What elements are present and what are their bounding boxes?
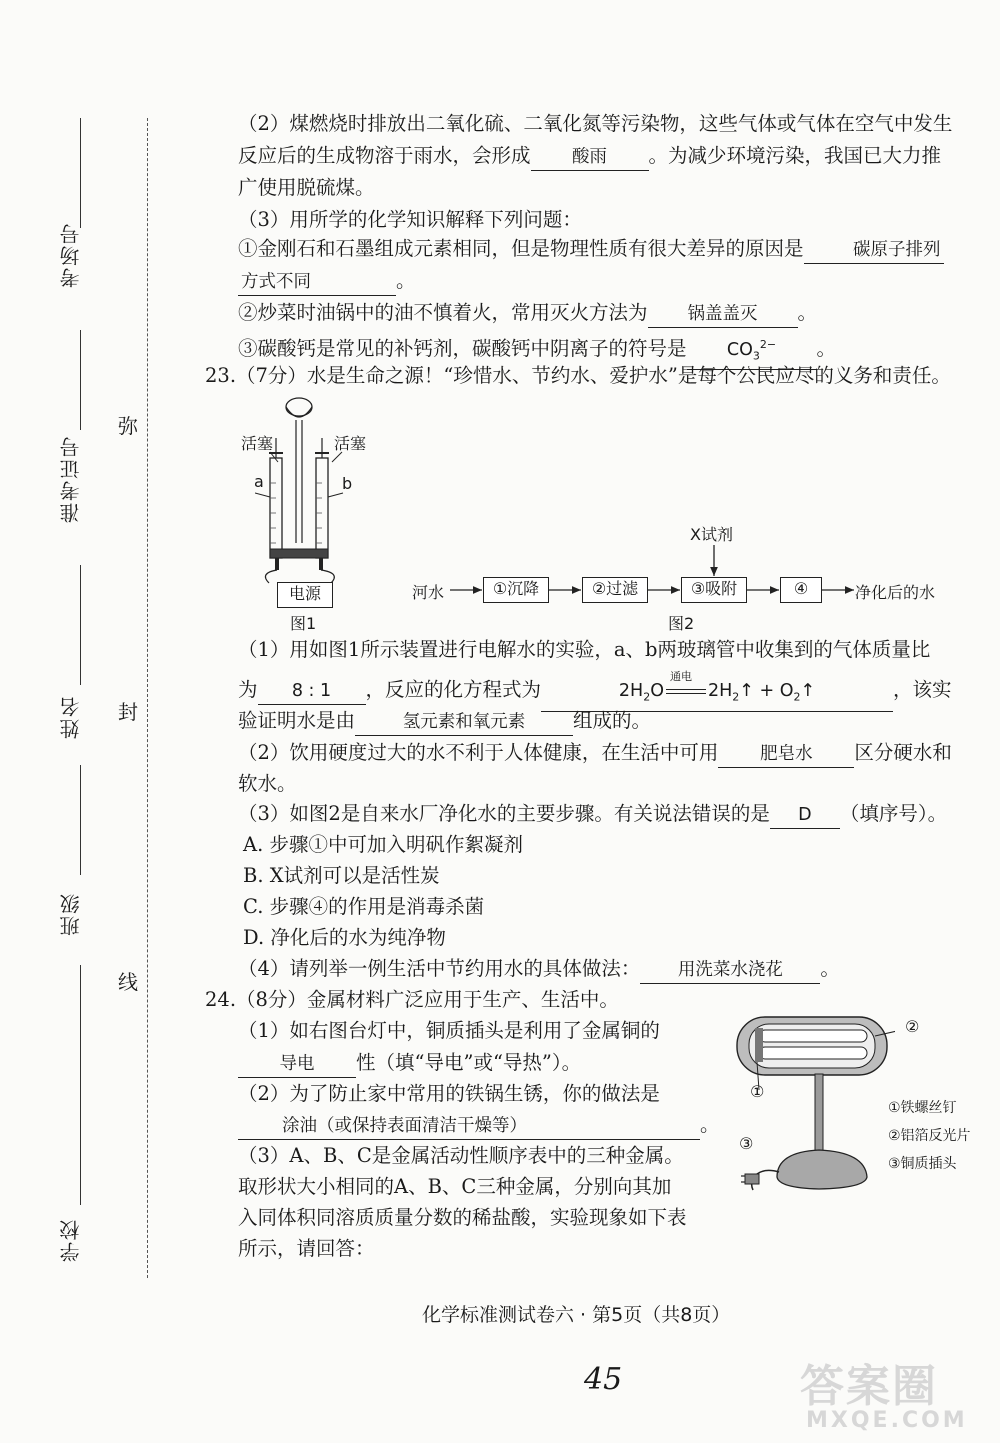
- step-sedimentation: ①沉降: [483, 577, 549, 603]
- figure-2-caption: 图2: [668, 614, 695, 633]
- q22-text: [238, 300, 817, 328]
- q23-text: （1）用如图1所示装置进行电解水的实验，a、b两玻璃管中收集到的气体质量比: [238, 638, 931, 661]
- name-label: 姓名: [59, 695, 83, 739]
- watermark-url: MXQE.COM: [806, 1408, 968, 1433]
- x-reagent-label: X试剂: [690, 525, 733, 544]
- lamp-legend-2: ②铝箔反光片: [888, 1128, 971, 1144]
- formula: ↑: [800, 681, 816, 701]
- school-label: 学校: [59, 1218, 83, 1262]
- flow-arrows: [446, 541, 866, 601]
- formula: 2H: [707, 681, 733, 701]
- q24-text: （2）为了防止家中常用的铁锅生锈，你的做法是: [238, 1082, 660, 1105]
- text: 。: [816, 336, 837, 360]
- text: 。: [797, 301, 818, 324]
- q23-text: 软水。: [238, 772, 297, 795]
- option-c: C. 步骤④的作用是消毒杀菌: [243, 895, 485, 918]
- admission-number-label: 准考证号: [59, 435, 83, 523]
- tube-b-label: b: [342, 474, 353, 493]
- answer-blank: [640, 956, 820, 984]
- class-label: 班级: [59, 892, 83, 936]
- q23-text: [238, 956, 840, 984]
- answer-text: 酸雨: [572, 147, 608, 167]
- tube-a-label: a: [254, 472, 264, 491]
- handwritten-page-number: 45: [584, 1362, 623, 1397]
- answer-blank: [531, 143, 649, 171]
- text: 反应后的生成物溶于雨水，会形成: [238, 144, 531, 167]
- text: 。: [700, 1113, 720, 1136]
- q24-title: 24.（8分）金属材料广泛应用于生产、生活中。: [205, 988, 619, 1011]
- lamp-marker-2: ②: [905, 1017, 920, 1036]
- option-b: B. X试剂可以是活性炭: [243, 864, 440, 887]
- q24-text: （3）A、B、C是金属活动性顺序表中的三种金属。: [238, 1144, 684, 1167]
- page-footer: 化学标准测试卷六 · 第5页（共8页）: [422, 1304, 731, 1326]
- q23-text: [238, 708, 651, 736]
- lamp-marker-3: ③: [739, 1134, 754, 1153]
- lamp-legend-3: ③铜质插头: [888, 1156, 957, 1172]
- stopcock-pointer: [262, 450, 352, 470]
- q22-text: [238, 236, 944, 264]
- formula: ↑ + O: [739, 681, 794, 701]
- answer-blank: [258, 677, 366, 705]
- answer-text: [724, 338, 779, 363]
- condition-text: 通电: [669, 670, 692, 683]
- answer-blank: [804, 236, 944, 264]
- answer-text: 氢元素和氧元素: [402, 712, 526, 732]
- text: 性（填“导电”或“导热”）。: [356, 1051, 582, 1074]
- equation-blank: [541, 670, 893, 712]
- answer-text: D: [798, 805, 812, 825]
- rule-line: [80, 118, 81, 228]
- text: ，反应的化方程式为: [365, 678, 542, 701]
- figure-1-caption: 图1: [290, 614, 317, 633]
- rule-line: [80, 565, 81, 685]
- exam-room-label: 考场号: [59, 222, 83, 288]
- lamp-marker-1: ①: [750, 1082, 765, 1101]
- text: 。: [820, 957, 840, 980]
- answer-blank: [648, 300, 798, 328]
- q23-text: [238, 801, 947, 829]
- watermark-logo-text: 答案圈: [800, 1361, 938, 1412]
- subscript: 3: [752, 349, 760, 363]
- text: （填序号）。: [839, 802, 948, 825]
- desk-lamp-drawing: [735, 1012, 895, 1202]
- text: （3）如图2是自来水厂净化水的主要步骤。有关说法错误的是: [238, 802, 770, 825]
- equation: [616, 670, 818, 704]
- electrolysis-apparatus: [255, 393, 365, 611]
- text: 。: [396, 269, 416, 292]
- text: 验证明水是由: [238, 709, 356, 732]
- q23-text: [238, 740, 952, 768]
- reaction-condition: [664, 670, 708, 704]
- subscript: 2: [732, 690, 740, 704]
- seal-dashed-line: [147, 118, 148, 1278]
- answer-blank: [718, 740, 854, 768]
- subscript: 2: [643, 690, 651, 704]
- answer-text: 涂油（或保持表面清洁干燥等）: [282, 1116, 527, 1136]
- text: 。为减少环境污染，我国已大力推: [648, 144, 942, 167]
- q24-text: 所示，请回答：: [238, 1237, 375, 1260]
- q22-text: [238, 268, 416, 296]
- answer-blank: [770, 801, 840, 829]
- text: （4）请列举一例生活中节约用水的具体做法：: [238, 957, 641, 980]
- text: 组成的。: [573, 709, 652, 732]
- text: ，该实: [893, 678, 952, 701]
- q23-text: [238, 670, 952, 712]
- q24-text: [238, 1112, 720, 1140]
- q24-text: 取形状大小相同的A、B、C三种金属，分别向其加: [238, 1175, 672, 1198]
- q24-text: 入同体积同溶质质量分数的稀盐酸，实验现象如下表: [238, 1206, 687, 1229]
- q23-title: 23.（7分）水是生命之源！“珍惜水、节约水、爱护水”是每个公民应尽的义务和责任。: [205, 364, 951, 387]
- rule-line: [80, 965, 81, 1205]
- q22-text: （2）煤燃烧时排放出二氧化硫、二氧化氮等污染物，这些气体或气体在空气中发生: [238, 112, 953, 135]
- text: ①金刚石和石墨组成元素相同，但是物理性质有很大差异的原因是: [238, 237, 804, 260]
- answer-text: 方式不同: [241, 272, 311, 292]
- q24-text: [238, 1050, 581, 1078]
- answer-blank: [355, 708, 573, 736]
- text: ③碳酸钙是常见的补钙剂，碳酸钙中阴离子的符号是: [238, 336, 687, 360]
- answer-blank: [238, 1050, 356, 1078]
- text: 区分硬水和: [854, 741, 952, 764]
- stopcock-right-label: 活塞: [334, 434, 367, 453]
- answer-text: 肥皂水: [760, 744, 813, 764]
- rule-line: [80, 330, 81, 430]
- answer-text: 锅盖盖灭: [687, 304, 758, 324]
- stopcock-left-label: 活塞: [241, 434, 274, 453]
- option-d: D. 净化后的水为纯净物: [243, 926, 446, 949]
- step-four: ④: [780, 577, 822, 603]
- rule-line: [80, 765, 81, 875]
- seal-char: 线: [118, 970, 138, 994]
- q22-text: （3）用所学的化学知识解释下列问题：: [238, 208, 582, 231]
- answer-blank: [238, 268, 396, 296]
- step-filtration: ②过滤: [582, 577, 648, 603]
- power-source-box: 电源: [277, 582, 333, 608]
- answer-text: 用洗菜水浇花: [677, 960, 783, 980]
- seal-char: 弥: [118, 414, 138, 438]
- option-a: A. 步骤①中可加入明矾作絮凝剂: [243, 833, 523, 856]
- answer-text: 碳原子排列: [853, 240, 941, 260]
- text: ②炒菜时油锅中的油不慎着火，常用灭火方法为: [238, 301, 648, 324]
- purified-water-label: 净化后的水: [855, 583, 936, 602]
- formula: CO: [726, 339, 753, 360]
- formula: O: [650, 681, 664, 701]
- formula: 2H: [618, 681, 644, 701]
- answer-text: 导电: [279, 1054, 315, 1074]
- q22-text: [238, 143, 941, 171]
- lamp-legend-1: ①铁螺丝钉: [888, 1100, 957, 1116]
- text: （2）饮用硬度过大的水不利于人体健康，在生活中可用: [238, 741, 719, 764]
- subscript: 2: [793, 690, 801, 704]
- river-water-label: 河水: [412, 583, 445, 602]
- seal-char: 封: [118, 700, 138, 724]
- q24-text: （1）如右图台灯中，铜质插头是利用了金属铜的: [238, 1019, 660, 1042]
- step-adsorption: ③吸附: [681, 577, 747, 603]
- superscript: 2−: [759, 338, 777, 351]
- text: 为: [238, 678, 258, 701]
- q22-text: 广使用脱硫煤。: [238, 176, 375, 199]
- answer-blank: [238, 1112, 700, 1140]
- answer-text: 8 : 1: [291, 681, 332, 701]
